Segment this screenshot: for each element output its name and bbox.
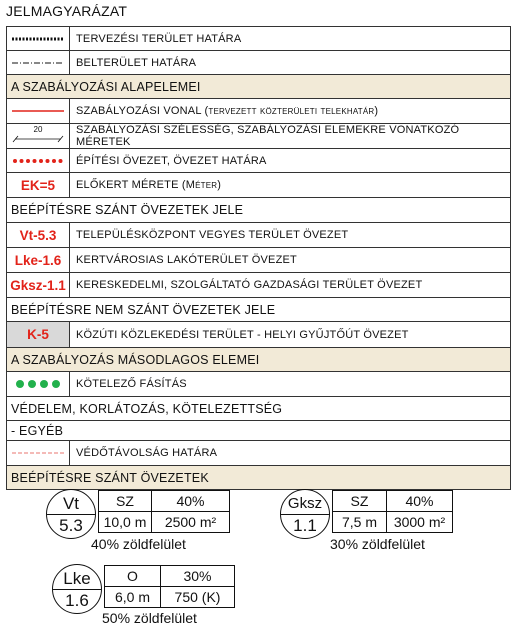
zone-green-ratio: 30% zöldfelület (330, 536, 425, 552)
legend-label: KERESKEDELMI, SZOLGÁLTATÓ GAZDASÁGI TERÜLET ÖVEZET (76, 279, 423, 291)
section-header-basic-elements (6, 75, 511, 99)
zone-cell: 40% (151, 490, 230, 512)
legend-row-planning-boundary (6, 27, 511, 51)
zone-name: Vt (62, 494, 80, 513)
section-header-label: - EGYÉB (11, 423, 64, 438)
zone-cell: 7,5 m (332, 511, 387, 533)
zone-cell: O (104, 565, 161, 587)
zone-cell: SZ (98, 490, 152, 512)
zone-code: Gksz-1.1 (10, 277, 66, 293)
symbol-red-line (7, 99, 70, 123)
legend-row-mandatory-trees (6, 372, 511, 397)
section-header-protection (6, 397, 511, 421)
legend-table (6, 26, 511, 490)
legend-row-lke (6, 248, 511, 273)
legend-label: SZABÁLYOZÁSI SZÉLESSÉG, SZABÁLYOZÁSI ELEMEKRE VONATKOZÓ MÉRETEK (76, 124, 460, 148)
symbol-code-front-yard (7, 173, 70, 197)
legend-label: BELTERÜLET HATÁRA (76, 56, 197, 69)
symbol-code-k5 (7, 322, 70, 347)
legend-label: SZABÁLYOZÁSI VONAL (tervezett közterületi telekhatár) (76, 105, 379, 117)
legend-row-front-yard (6, 173, 511, 198)
zone-number: 1.1 (293, 516, 317, 535)
zone-circle-lke (52, 564, 102, 614)
symbol-green-dots (7, 372, 70, 396)
section-header-label: A SZABÁLYOZÁSI ALAPELEMEI (11, 79, 201, 94)
legend-row-zone-boundary (6, 149, 511, 173)
zone-code: K-5 (27, 327, 49, 342)
symbol-dimension-line (7, 124, 70, 148)
zone-code: EK=5 (20, 177, 56, 193)
zone-name: Gksz (287, 495, 323, 512)
legend-label: TELEPÜLÉSKÖZPONT VEGYES TERÜLET ÖVEZET (76, 229, 349, 241)
zone-cell: SZ (332, 490, 387, 512)
legend-label: VÉDŐTÁVOLSÁG HATÁRA (76, 447, 218, 459)
symbol-dash-dot-line (7, 51, 70, 74)
section-header-label: BEÉPÍTÉSRE NEM SZÁNT ÖVEZETEK JELE (11, 302, 276, 317)
zone-cell: 10,0 m (98, 511, 152, 533)
zone-green-ratio: 40% zöldfelület (91, 536, 186, 552)
symbol-red-dashed-line (7, 441, 70, 465)
zone-cell: 30% (160, 565, 235, 587)
zone-cell: 40% (386, 490, 453, 512)
legend-row-k5 (6, 322, 511, 348)
dimension-value: 20 (33, 125, 43, 134)
zone-green-ratio: 50% zöldfelület (102, 610, 197, 626)
legend-label: ÉPÍTÉSI ÖVEZET, ÖVEZET HATÁRA (76, 154, 267, 167)
legend-label: KÖTELEZŐ FÁSÍTÁS (76, 378, 187, 390)
zone-divider (53, 589, 101, 590)
zone-number: 1.6 (65, 591, 89, 610)
section-header-built-zone-codes (6, 198, 511, 223)
legend-row-regulation-width (6, 124, 511, 149)
zone-circle-vt (46, 489, 96, 539)
symbol-code-lke (7, 248, 70, 272)
legend-row-regulation-line (6, 99, 511, 124)
legend-row-vt (6, 223, 511, 248)
zone-divider (281, 514, 329, 515)
legend-row-gksz (6, 273, 511, 298)
zone-name: Lke (63, 569, 91, 588)
zone-stamps (6, 486, 511, 642)
legend-label: KERTVÁROSIAS LAKÓTERÜLET ÖVEZET (76, 254, 297, 266)
symbol-code-gksz (7, 273, 70, 297)
legend-label: ELŐKERT MÉRETE (Méter) (76, 179, 222, 191)
zone-circle-gksz (280, 489, 330, 539)
section-header-label: VÉDELEM, KORLÁTOZÁS, KÖTELEZETTSÉG (11, 401, 283, 416)
legend-title: JELMAGYARÁZAT (6, 3, 128, 19)
section-header-other (6, 421, 511, 441)
zone-code: Lke-1.6 (14, 252, 62, 268)
section-header-label: BEÉPÍTÉSRE SZÁNT ÖVEZETEK JELE (11, 203, 244, 217)
zone-cell: 750 (K) (160, 586, 235, 608)
zone-number: 5.3 (59, 516, 83, 535)
legend-row-inner-area-boundary (6, 51, 511, 75)
section-header-label: BEÉPÍTÉSRE SZÁNT ÖVEZETEK (11, 470, 209, 485)
zone-divider (47, 514, 95, 515)
symbol-code-vt (7, 223, 70, 247)
zone-cell: 3000 m² (386, 511, 453, 533)
legend-label: TERVEZÉSI TERÜLET HATÁRA (76, 32, 242, 45)
zone-code: Vt-5.3 (19, 227, 57, 243)
legend-row-protection-distance (6, 441, 511, 466)
section-header-label: A SZABÁLYOZÁS MÁSODLAGOS ELEMEI (11, 352, 260, 367)
symbol-red-dotted-line (7, 149, 70, 172)
legend-label: KÖZÚTI KÖZLEKEDÉSI TERÜLET - HELYI GYŰJTŐÚT ÖVEZET (76, 328, 409, 341)
section-header-secondary-elements (6, 348, 511, 372)
section-header-unbuilt-zone-codes (6, 298, 511, 322)
symbol-dotted-black-line (7, 27, 70, 50)
zone-cell: 2500 m² (151, 511, 230, 533)
zone-cell: 6,0 m (104, 586, 161, 608)
